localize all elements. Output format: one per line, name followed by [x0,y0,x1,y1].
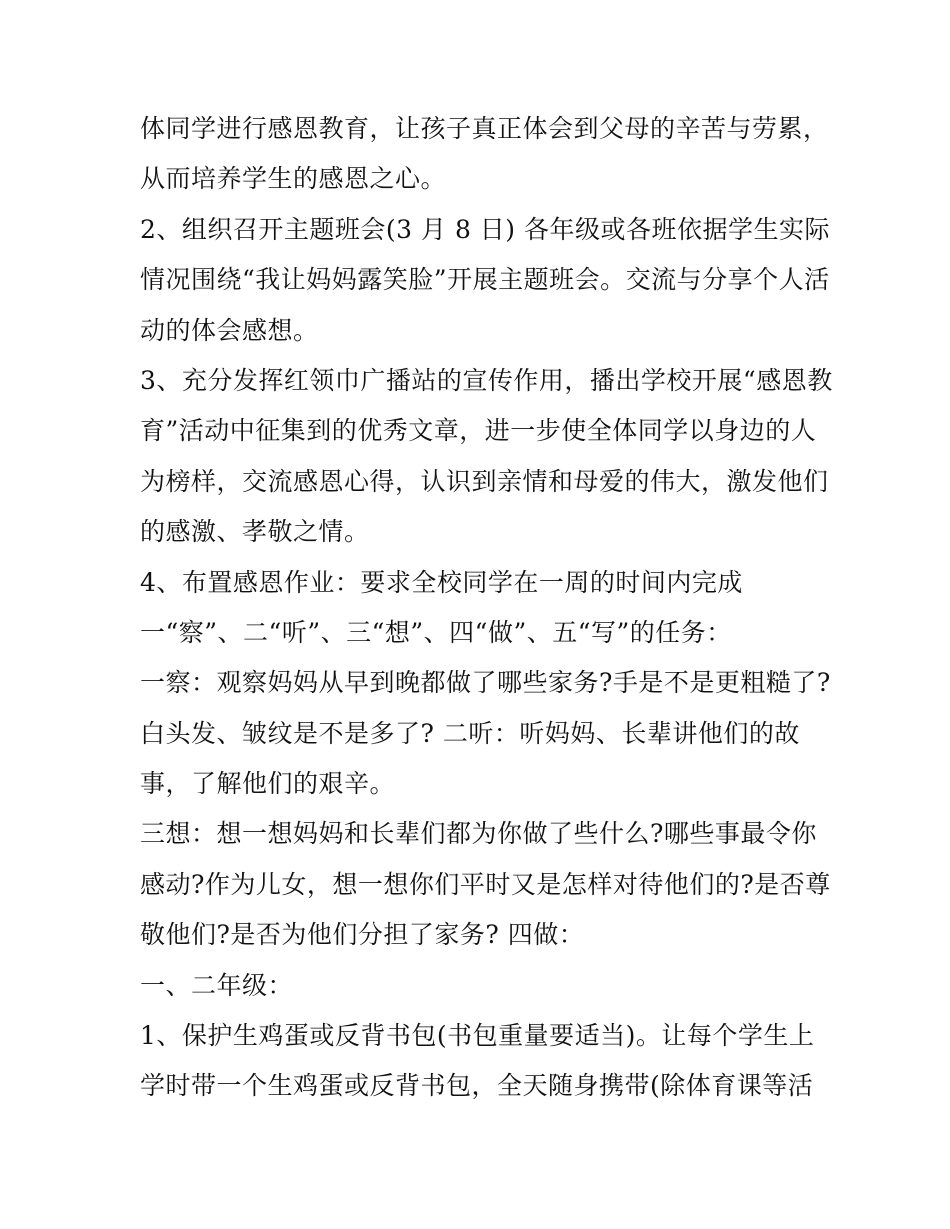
text-line: 1、保护生鸡蛋或反背书包(书包重量要适当)。让每个学生上 [140,1021,815,1051]
text-line: 的感激、孝敬之情。 [140,517,370,547]
text-line: 育”活动中征集到的优秀文章，进一步使全体同学以身边的人 [140,416,817,446]
text-line: 敬他们?是否为他们分担了家务? 四做： [140,920,585,950]
text-line: 学时带一个生鸡蛋或反背书包，全天随身携带(除体育课等活 [140,1071,814,1101]
text-line: 4、布置感恩作业：要求全校同学在一周的时间内完成 [140,567,743,597]
text-line: 3、充分发挥红领巾广播站的宣传作用，播出学校开展“感恩教 [140,365,833,395]
text-line: 情况围绕“我让妈妈露笑脸”开展主题班会。交流与分享个人活 [140,265,830,295]
text-line: 白头发、皱纹是不是多了? 二听：听妈妈、长辈讲他们的故 [140,718,800,748]
text-line: 事，了解他们的艰辛。 [140,769,396,799]
text-line: 从而培养学生的感恩之心。 [140,164,447,194]
text-line: 一“察”、二“听”、三“想”、四“做”、五“写”的任务： [140,617,732,647]
text-line: 为榜样，交流感恩心得，认识到亲情和母爱的伟大，激发他们 [140,466,829,496]
text-line: 一察：观察妈妈从早到晚都做了哪些家务?手是不是更粗糙了? [140,668,831,698]
text-line: 一、二年级： [140,970,294,1000]
text-line: 感动?作为儿女，想一想你们平时又是怎样对待他们的?是否尊 [140,869,831,899]
body-text [140,104,840,1112]
text-line: 体同学进行感恩教育，让孩子真正体会到父母的辛苦与劳累， [140,114,829,143]
text-line: 动的体会感想。 [140,315,319,345]
text-line: 2、组织召开主题班会(3 月 8 日) 各年级或各班依据学生实际 [140,214,831,244]
text-line: 三想：想一想妈妈和长辈们都为你做了些什么?哪些事最令你 [140,819,817,849]
